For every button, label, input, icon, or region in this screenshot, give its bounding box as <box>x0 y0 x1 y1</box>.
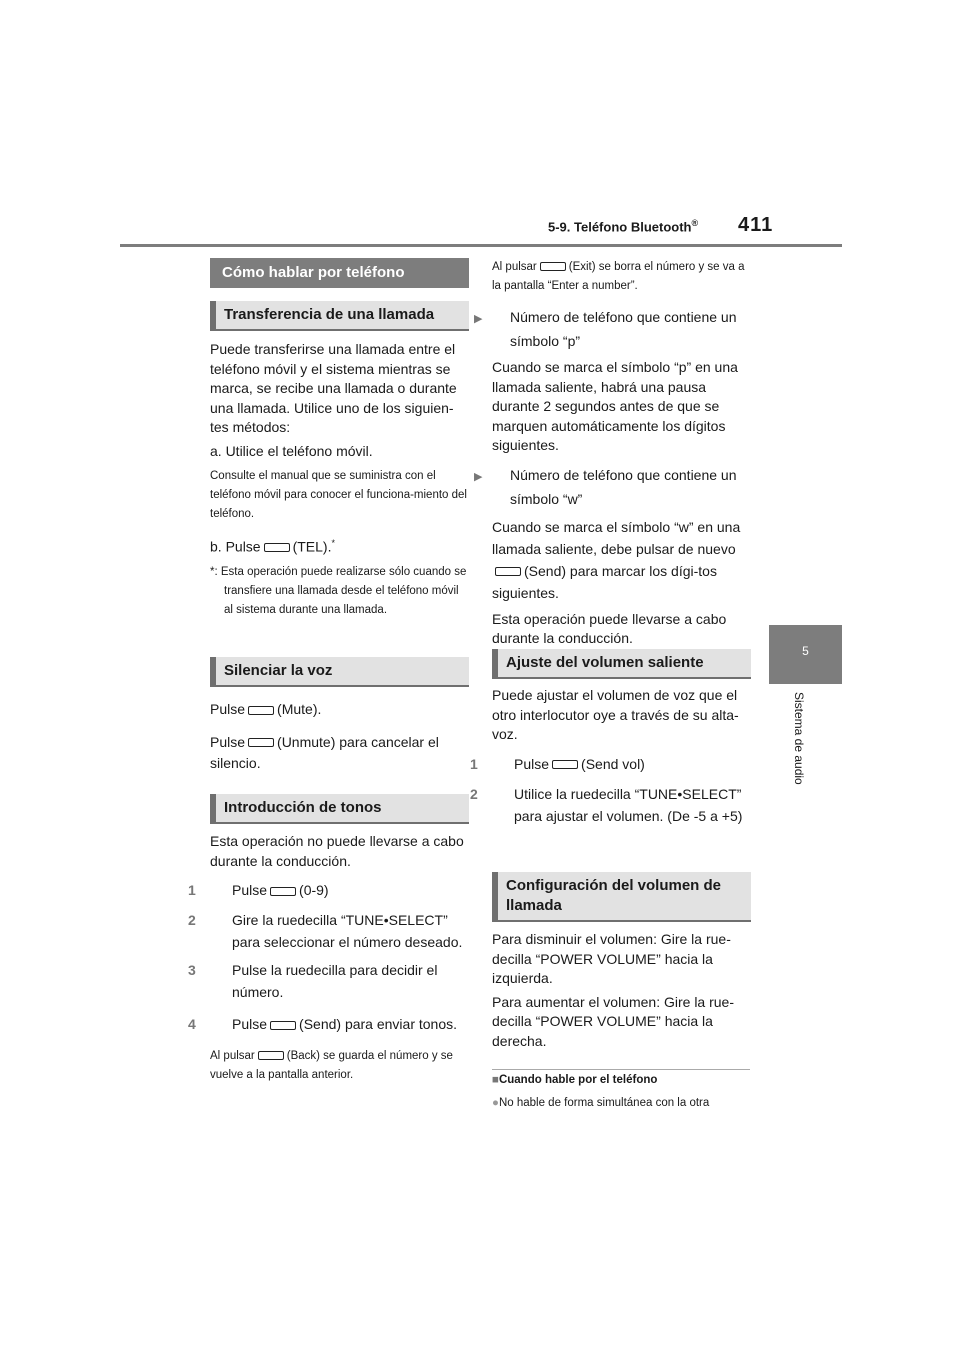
unmute-button-icon <box>248 738 274 747</box>
tones-step-4: 4 Pulse (Send) para enviar tonos. <box>188 1016 458 1032</box>
call-volume-section <box>492 930 750 1051</box>
subheading-transfer: Transferencia de una llamada <box>210 301 469 331</box>
arrow-icon: ▶ <box>474 470 483 483</box>
right-top-section <box>474 258 750 649</box>
section-heading: Cómo hablar por teléfono <box>210 258 469 288</box>
w-symbol-text: Cuando se marca el símbolo “w” en una llamada saliente, debe pulsar de nuevo(Send) para marcar los dígi-tos siguientes. <box>492 518 741 601</box>
decrease-volume-text: Para disminuir el volumen: Gire la rue-decilla “POWER VOLUME” hacia la izquierda. <box>492 931 731 986</box>
header-divider <box>120 244 842 247</box>
note-item: ●No hable de forma simultánea con la otra <box>492 1097 710 1109</box>
volume-step-2: 2 Utilice la ruedecilla “TUNE•SELECT” para ajustar el volumen. (De -5 a +5) <box>470 785 743 824</box>
mute-button-icon <box>248 706 274 715</box>
transfer-note: Consulte el manual que se suministra con el teléfono móvil para conocer el funciona-miento del teléfono. <box>210 470 467 520</box>
back-note: Al pulsar (Back) se guarda el número y se vuelve a la pantalla anterior. <box>210 1050 453 1081</box>
transfer-option-a: a. Utilice el teléfono móvil. <box>210 442 373 459</box>
tones-paragraph: Esta operación no puede llevarse a cabo durante la conducción. <box>210 833 464 869</box>
mute-section <box>210 700 468 774</box>
unmute-instruction: Pulse (Unmute) para cancelar el silencio. <box>210 733 439 771</box>
subheading-mute: Silenciar la voz <box>210 657 469 687</box>
arrow-icon: ▶ <box>474 313 483 325</box>
mute-instruction: Pulse (Mute). <box>210 701 322 717</box>
exit-note: Al pulsar (Exit) se borra el número y se va a la pantalla “Enter a number”. <box>492 261 745 292</box>
subheading-call-volume: Configuración del volumen de llamada <box>492 872 751 922</box>
p-symbol-text: Cuando se marca el símbolo “p” en una llamada saliente, habrá una pausa durante 2 segundos antes de que se marquen automáticamente los dígitos siguientes. <box>492 359 738 453</box>
chapter-label: Sistema de audio <box>792 692 806 785</box>
tel-button-icon <box>264 543 290 552</box>
tones-step-1: 1 Pulse (0-9) <box>188 882 329 898</box>
w-symbol-text-2: Esta operación puede llevarse a cabo durante la conducción. <box>492 610 727 646</box>
tones-section <box>188 832 468 1085</box>
keypad-button-icon <box>270 887 296 896</box>
send-button-icon <box>270 1021 296 1030</box>
note-title: ■Cuando hable por el teléfono <box>492 1074 658 1086</box>
w-symbol-item: ▶ Número de teléfono que contiene un símbolo “w” <box>474 466 737 507</box>
circle-bullet-icon: ● <box>492 1097 499 1109</box>
subheading-outgoing-volume: Ajuste del volumen saliente <box>492 649 751 679</box>
section-title: 5-9. Teléfono Bluetooth® <box>548 218 699 235</box>
square-bullet-icon: ■ <box>492 1074 499 1086</box>
chapter-tab[interactable]: 5 <box>769 625 842 684</box>
volume-out-section <box>470 686 750 827</box>
increase-volume-text: Para aumentar el volumen: Gire la rue-decilla “POWER VOLUME” hacia la derecha. <box>492 993 734 1049</box>
transfer-option-b: b. Pulse (TEL).* <box>210 538 335 555</box>
footnote: *: Esta operación puede realizarse sólo cuando se transfiere una llamada desde el teléfono móvil al sistema durante una llamada. <box>210 566 467 617</box>
transfer-paragraph: Puede transferirse una llamada entre el teléfono móvil y el sistema mientras se marca, se recibe una llamada o durante una llamada. Utilice uno de los siguien-tes métodos: <box>210 341 457 435</box>
notes-section <box>492 1071 750 1113</box>
subheading-tones: Introducción de tonos <box>210 794 469 824</box>
tones-step-2: 2 Gire la ruedecilla “TUNE•SELECT” para seleccionar el número deseado. <box>188 912 463 950</box>
volume-step-1: 1 Pulse (Send vol) <box>470 755 645 772</box>
p-symbol-item: ▶ Número de teléfono que contiene un símbolo “p” <box>474 309 737 349</box>
volume-out-paragraph: Puede ajustar el volumen de voz que el otro interlocutor oye a través de su alta-voz. <box>492 687 739 742</box>
back-button-icon <box>258 1051 284 1060</box>
send-vol-button-icon <box>552 760 578 769</box>
exit-button-icon <box>540 262 566 271</box>
transfer-section <box>210 340 468 620</box>
send-button-icon <box>495 567 521 576</box>
page-number: 411 <box>738 214 774 236</box>
notes-divider <box>492 1069 750 1070</box>
tones-step-3: 3 Pulse la ruedecilla para decidir el número. <box>188 962 438 1000</box>
